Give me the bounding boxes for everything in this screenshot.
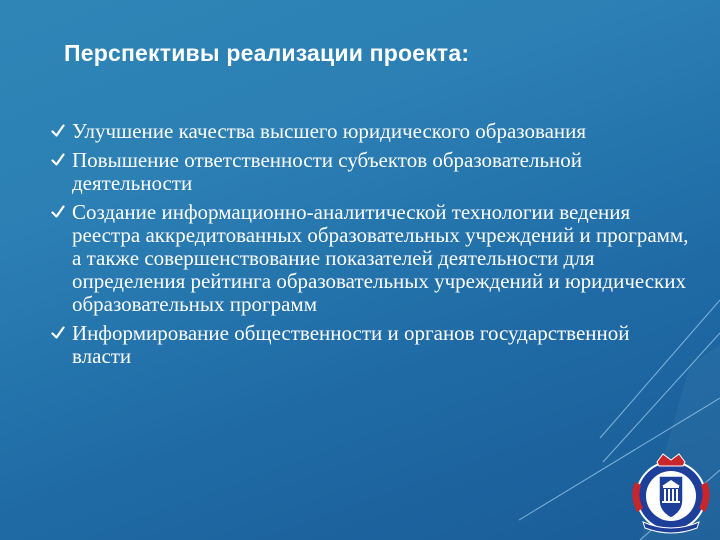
bullet-list — [49, 120, 689, 374]
bullet-item — [49, 322, 689, 368]
bullet-item — [49, 149, 689, 195]
check-mark-icon — [51, 205, 65, 219]
bullet-text: Создание информационно-аналитической технологии ведения реестра аккредитованных образовательных учреждений и программ, а также совершенствование показателей деятельности для определения рейтинга образовательных учреждений и юридических образовательных программ — [72, 200, 689, 316]
bullet-text: Повышение ответственности субъектов образовательной деятельности — [72, 148, 582, 195]
institution-emblem-icon — [627, 452, 715, 534]
check-mark-icon — [51, 326, 65, 340]
check-mark-icon — [51, 124, 65, 138]
slide-title: Перспективы реализации проекта: — [64, 40, 470, 66]
bullet-item — [49, 201, 689, 316]
bullet-text: Информирование общественности и органов государственной власти — [72, 321, 630, 368]
bullet-item — [49, 120, 689, 143]
check-mark-icon — [51, 153, 65, 167]
bullet-text: Улучшение качества высшего юридического образования — [72, 119, 587, 143]
